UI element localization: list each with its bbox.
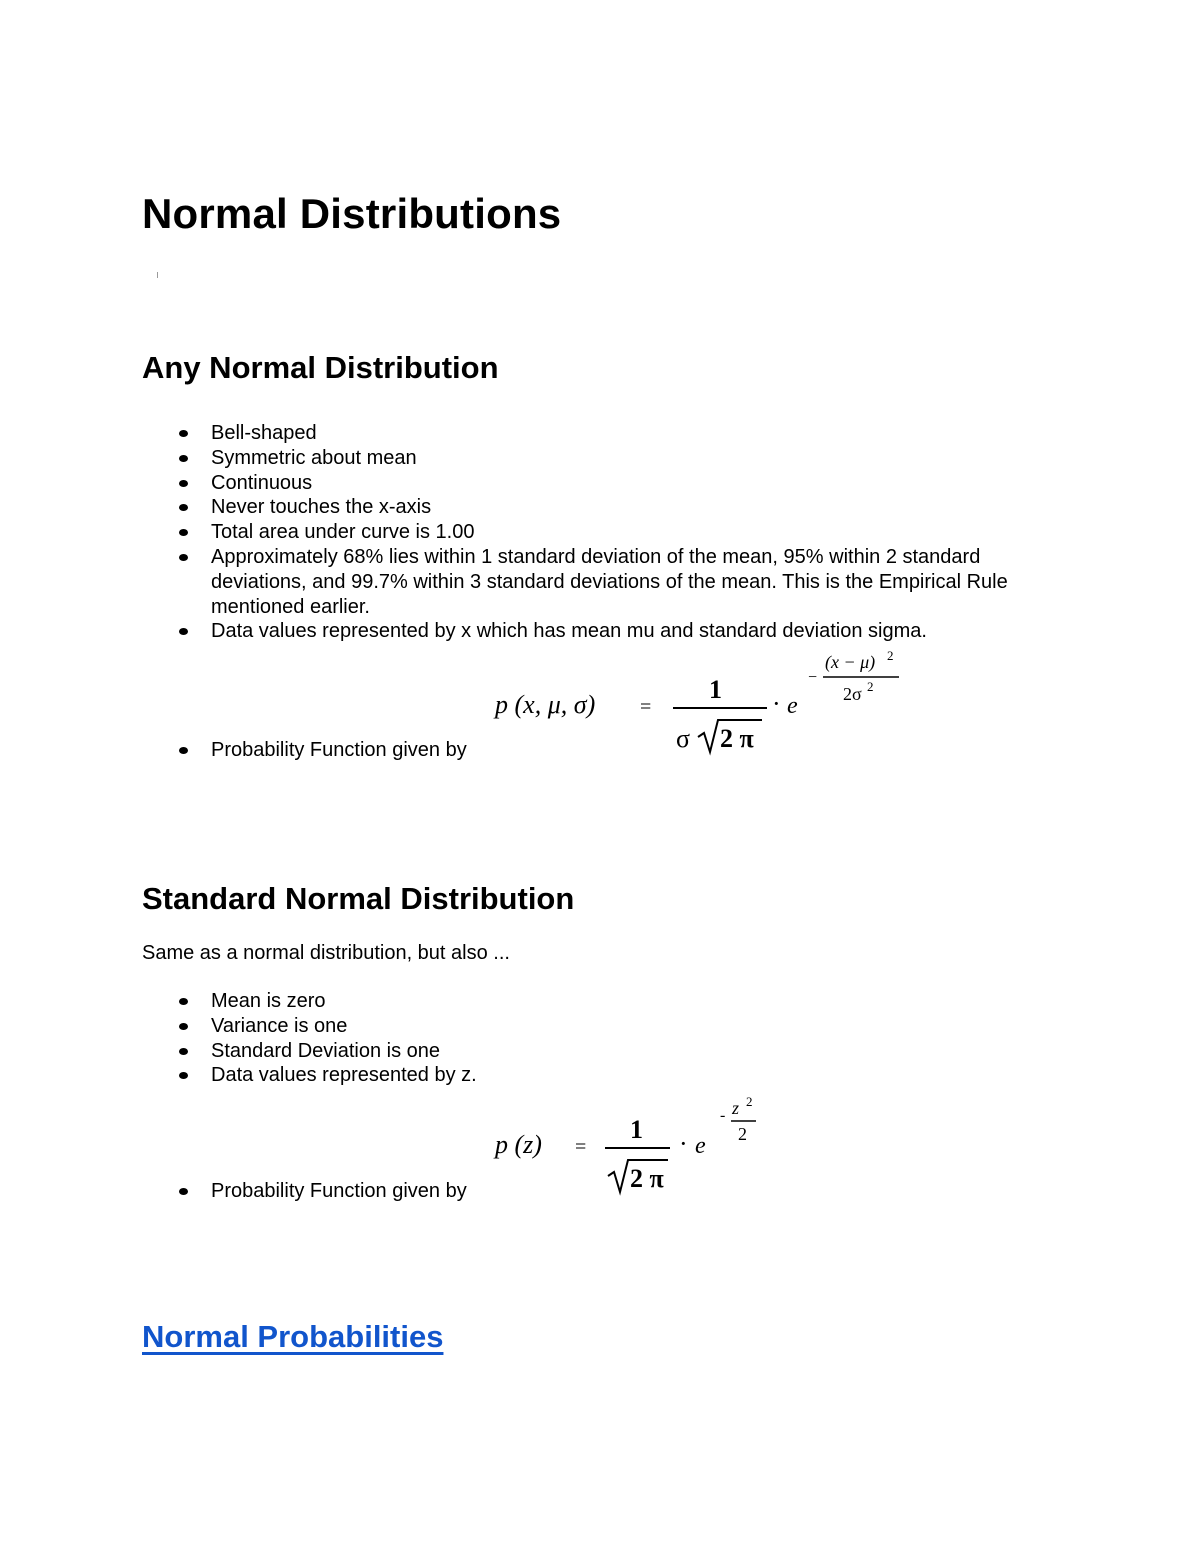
exponent-numerator: z — [732, 1098, 740, 1118]
probability-function-label: Probability Function given by — [142, 738, 467, 762]
list-item: Data values represented by z. — [142, 1063, 1076, 1088]
exponent-numerator: (x − μ) — [825, 652, 876, 672]
page-title: Normal Distributions — [142, 190, 562, 237]
list-item: Total area under curve is 1.00 — [142, 520, 1076, 545]
formula-base: e — [787, 693, 798, 719]
formula-equals: = — [575, 1136, 587, 1158]
formula-dot: · — [679, 1129, 688, 1158]
standard-normal-heading: Standard Normal Distribution — [142, 881, 575, 916]
list-item: Symmetric about mean — [142, 446, 1076, 471]
formula-lhs: p (z) — [495, 1130, 542, 1159]
normal-probabilities-link[interactable]: Normal Probabilities — [142, 1319, 444, 1354]
exponent-numerator-power: 2 — [746, 1094, 753, 1109]
list-item: Data values represented by x which has mean mu and standard deviation sigma. — [142, 619, 1076, 644]
any-normal-bullet-list — [142, 421, 1076, 644]
list-item: Continuous — [142, 471, 1076, 496]
list-item: Never touches the x-axis — [142, 495, 1076, 520]
list-item: Approximately 68% lies within 1 standard deviation of the mean, 95% within 2 standard deviations, and 99.7% within 3 standard deviations of the mean. This is the Empirical Rule mentioned earlier. — [142, 545, 1076, 619]
any-normal-heading: Any Normal Distribution — [142, 350, 499, 385]
formula-radicand: 2 π — [720, 724, 754, 753]
list-item: Standard Deviation is one — [142, 1039, 1076, 1064]
formula-dot: · — [772, 689, 781, 718]
formula-radicand: 2 π — [630, 1164, 664, 1193]
formula-base: e — [695, 1133, 706, 1159]
formula-numerator: 1 — [630, 1115, 643, 1144]
standard-normal-bullet-list — [142, 989, 1076, 1088]
list-item: Variance is one — [142, 1014, 1076, 1039]
formula-equals: = — [640, 696, 652, 718]
formula-lhs: p (x, μ, σ) — [495, 690, 596, 719]
standard-normal-pdf-formula — [480, 1090, 780, 1200]
exponent-numerator-power: 2 — [887, 648, 894, 663]
exponent-sign: − — [808, 669, 818, 686]
exponent-denominator-power: 2 — [867, 679, 874, 694]
list-item: Bell-shaped — [142, 421, 1076, 446]
normal-pdf-formula — [480, 640, 920, 770]
exponent-denominator: 2σ — [843, 684, 862, 704]
exponent-denominator: 2 — [738, 1124, 747, 1144]
formula-numerator: 1 — [709, 675, 722, 704]
formula-sigma: σ — [676, 724, 691, 753]
exponent-sign: - — [720, 1107, 726, 1124]
stray-mark — [157, 272, 158, 278]
standard-normal-intro: Same as a normal distribution, but also ... — [142, 942, 510, 964]
probability-function-label: Probability Function given by — [142, 1179, 467, 1203]
list-item: Mean is zero — [142, 989, 1076, 1014]
